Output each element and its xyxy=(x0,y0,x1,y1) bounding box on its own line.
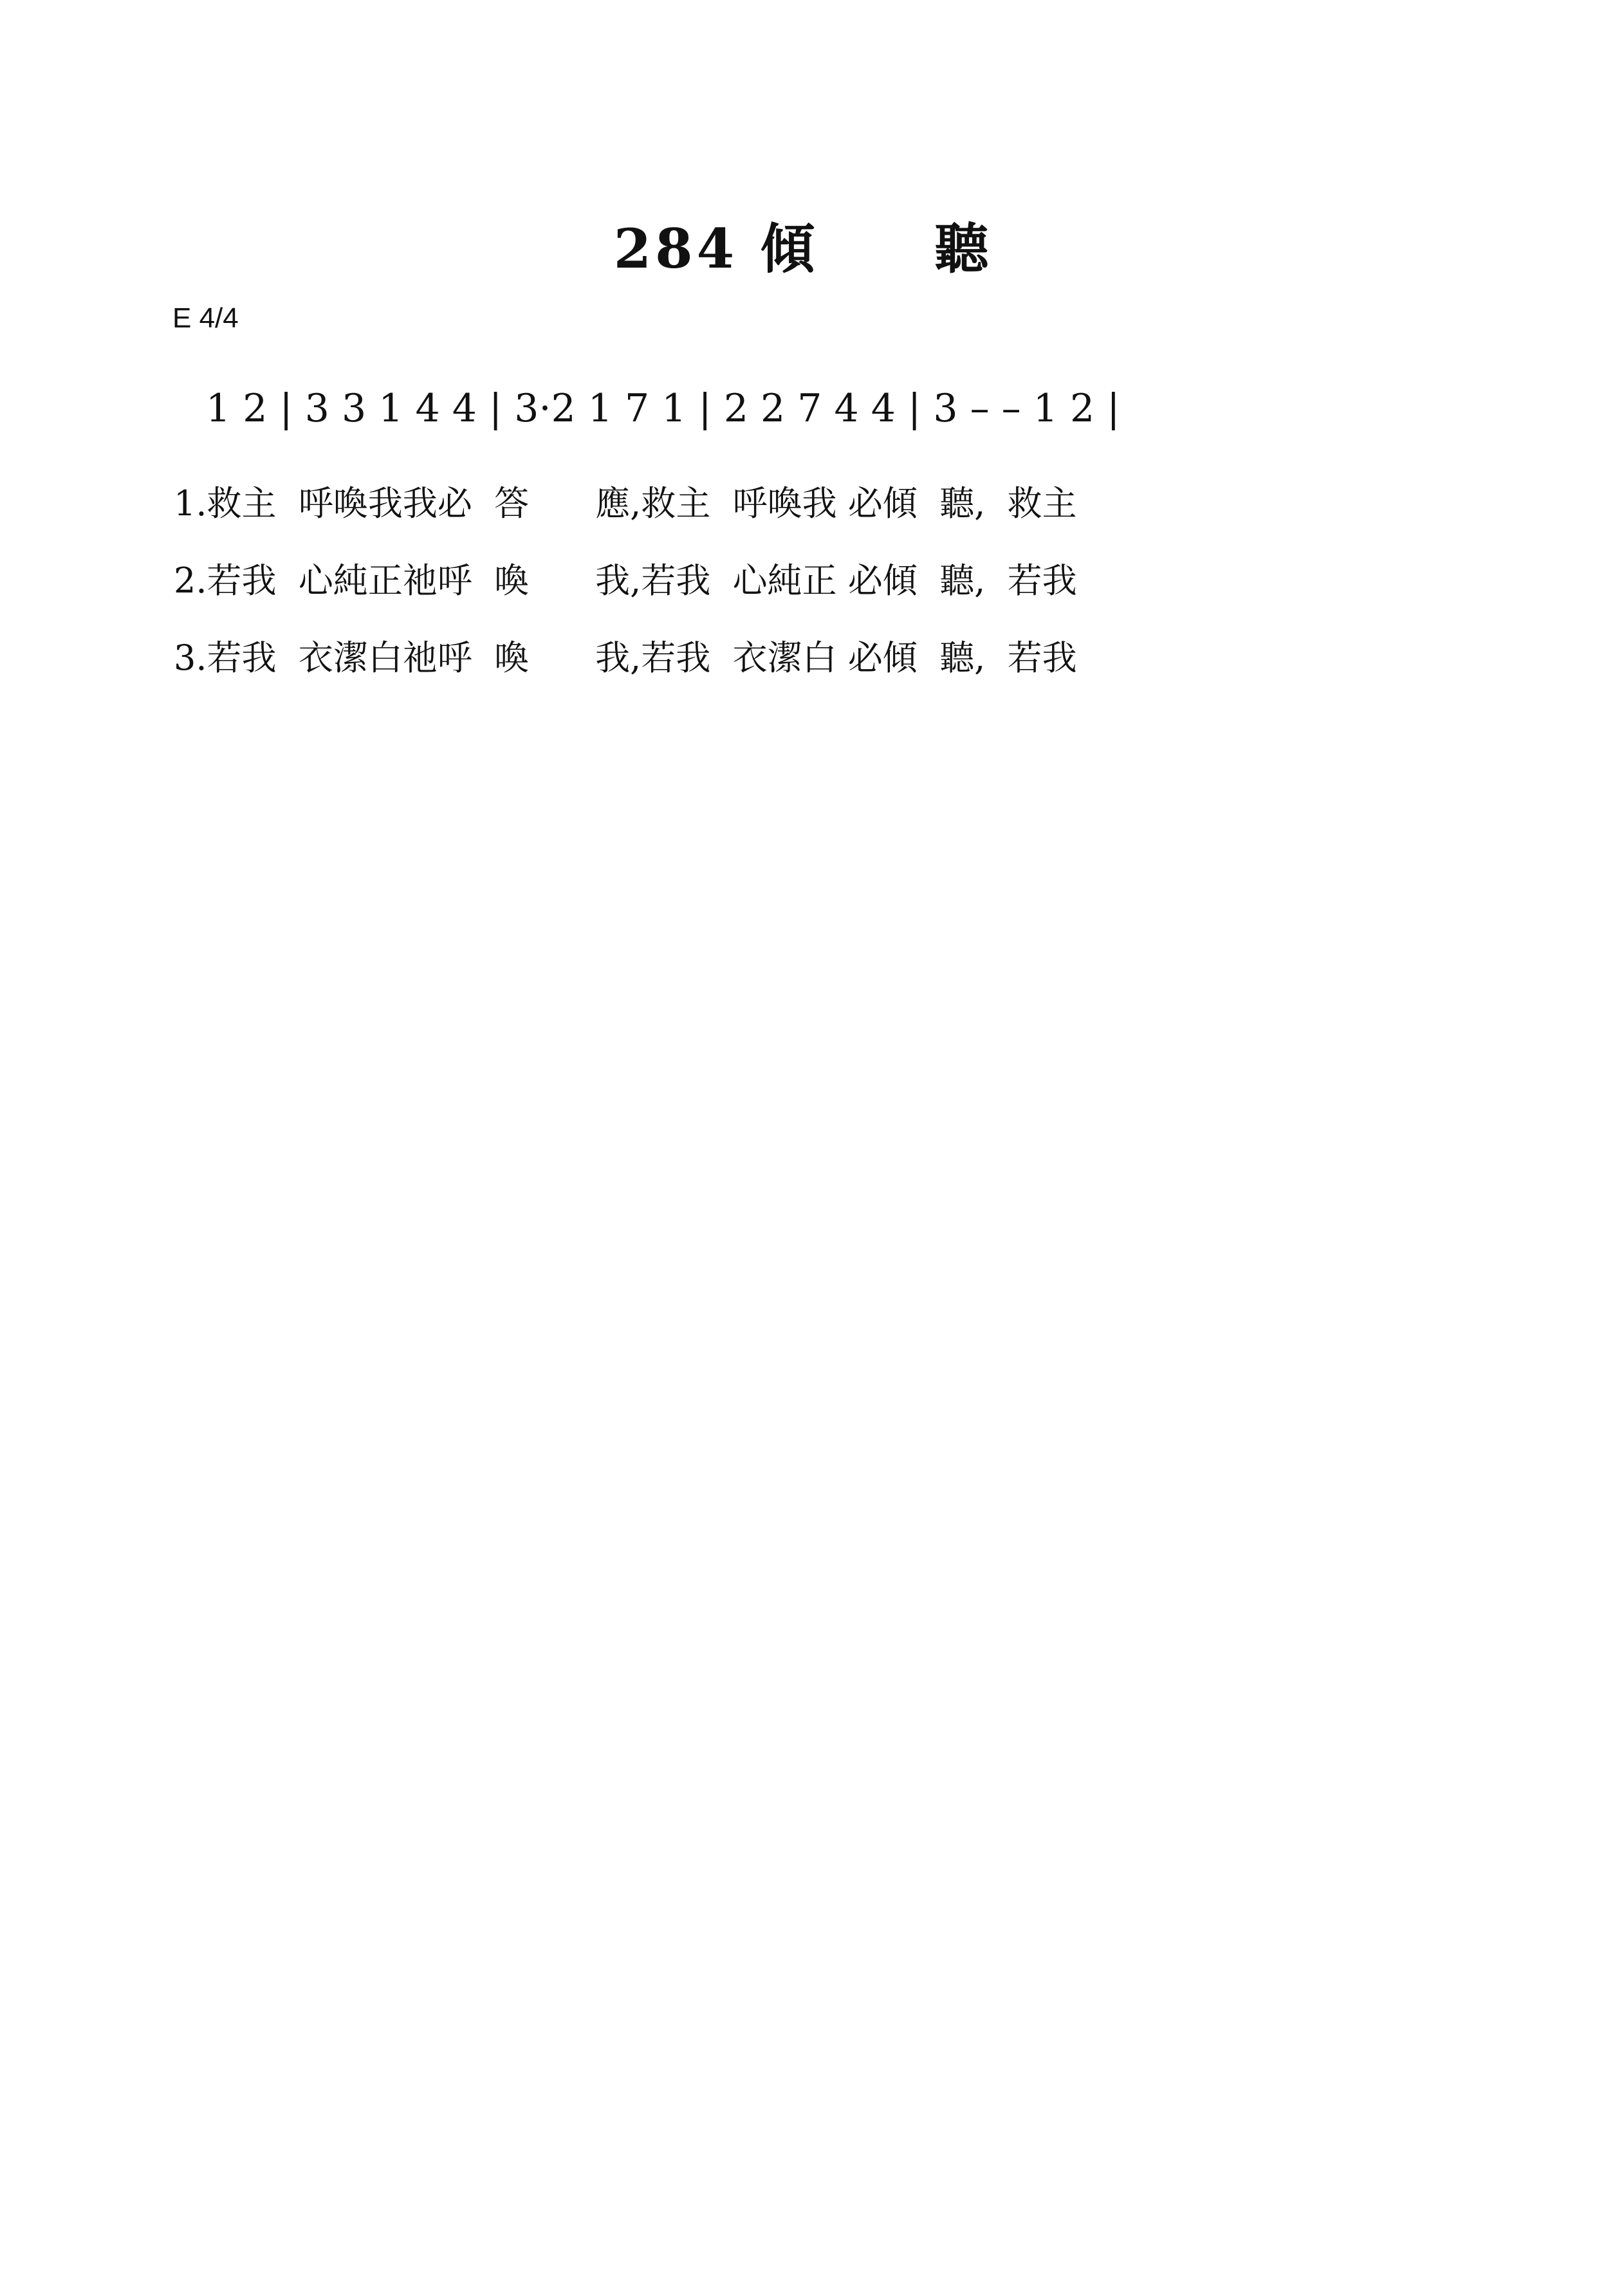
lyric-line: 1.救主 呼喚我我必 答 應,救主 呼喚我 必傾 聽, 救主 xyxy=(174,483,1077,524)
key-signature: E 4/4 xyxy=(172,302,239,334)
notation-line: 1 2 | 3 3 1 4 4 | 3·2 1 7 1 | 2 2 7 4 4 | 3 – – 1 2 | xyxy=(206,386,1120,431)
lyric-line: 3.若我 衣潔白祂呼 喚 我,若我 衣潔白 必傾 聽, 若我 xyxy=(174,638,1077,678)
lyric-line: 2.若我 心純正祂呼 喚 我,若我 心純正 必傾 聽, 若我 xyxy=(174,560,1077,601)
page-title: 284 傾 聽 xyxy=(613,217,993,280)
